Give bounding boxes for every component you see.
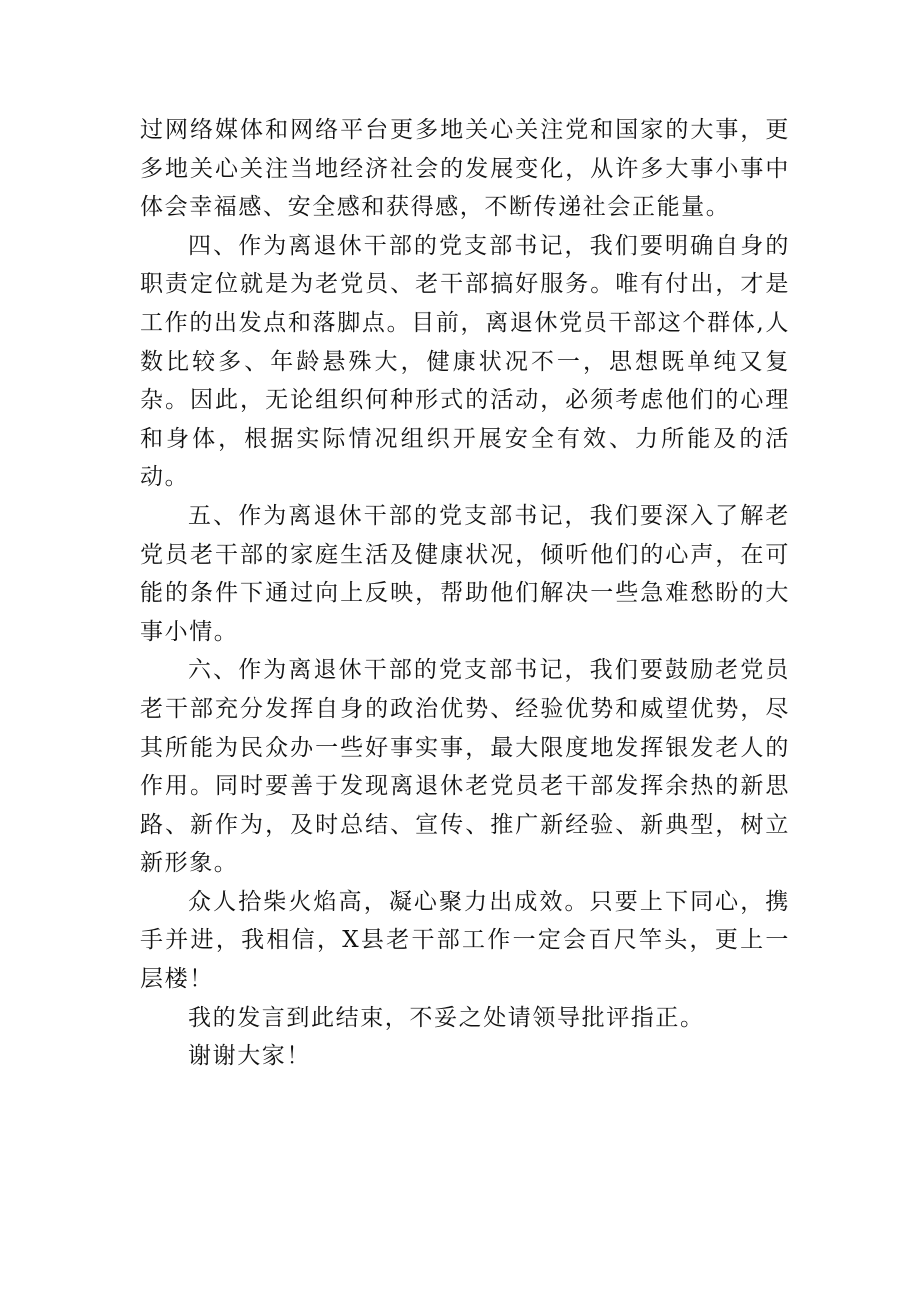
- paragraph-point-four: 四、作为离退休干部的党支部书记，我们要明确自身的职责定位就是为老党员、老干部搞好服务。唯有付出，才是工作的出发点和落脚点。目前，离退休党员干部这个群体,人数比较多、年龄悬殊大，健康状况不一，思想既单纯又复杂。因此，无论组织何种形式的活动，必须考虑他们的心理和身体，根据实际情况组织开展安全有效、力所能及的活动。: [140, 232, 790, 491]
- document-body: [140, 111, 790, 1076]
- paragraph-conclusion: 众人拾柴火焰高，凝心聚力出成效。只要上下同心，携手并进，我相信，X县老干部工作一定会百尺竿头，更上一层楼！: [140, 888, 790, 993]
- paragraph-point-five: 五、作为离退休干部的党支部书记，我们要深入了解老党员老干部的家庭生活及健康状况，倾听他们的心声，在可能的条件下通过向上反映，帮助他们解决一些急难愁盼的大事小情。: [140, 502, 790, 645]
- paragraph-closing: 我的发言到此结束，不妥之处请领导批评指正。: [188, 1004, 705, 1031]
- paragraph-point-six: 六、作为离退休干部的党支部书记，我们要鼓励老党员老干部充分发挥自身的政治优势、经验优势和威望优势，尽其所能为民众办一些好事实事，最大限度地发挥银发老人的作用。同时要善于发现离退休老党员老干部发挥余热的新思路、新作为，及时总结、宣传、推广新经验、新典型，树立新形象。: [140, 657, 790, 877]
- paragraph-continuation: 过网络媒体和网络平台更多地关心关注党和国家的大事，更多地关心关注当地经济社会的发展变化，从许多大事小事中体会幸福感、安全感和获得感，不断传递社会正能量。: [140, 117, 790, 221]
- paragraph-thanks: 谢谢大家！: [188, 1043, 311, 1070]
